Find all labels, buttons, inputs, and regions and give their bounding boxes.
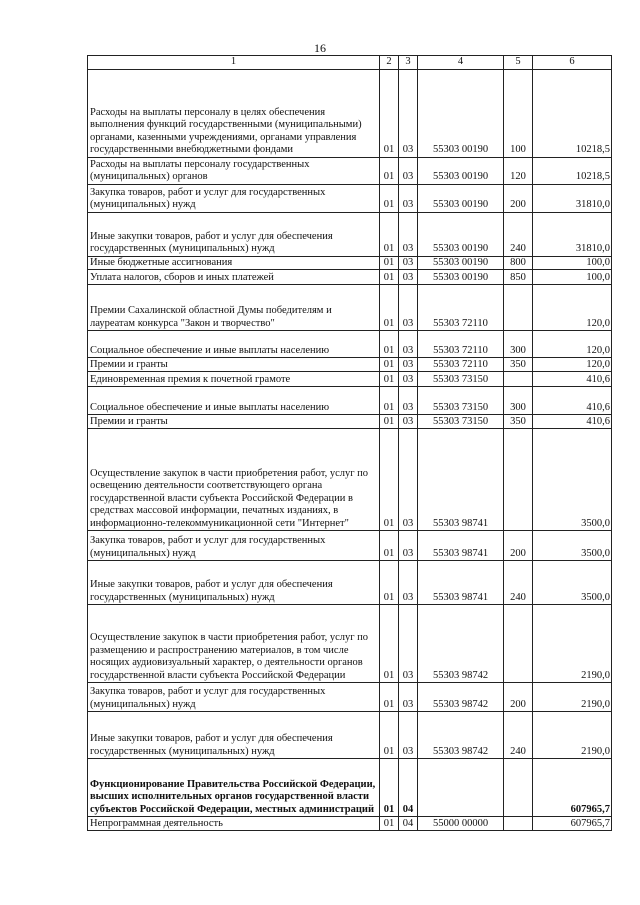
expense-type-cell: 200: [504, 683, 533, 712]
row-name-cell: Осуществление закупок в части приобретения работ, услуг по освещению деятельности соответствующего органа государственной власти субъекта Российской Федерации в средствах массовой информации, печатных изданиях, в информационно-телекоммуникационной сети "Интернет": [88, 429, 380, 531]
row-name-cell: Расходы на выплаты персоналу в целях обеспечения выполнения функций государственными (муниципальными) органами, казенными учреждениями, органами управления государственными внебюджетными фондами: [88, 69, 380, 157]
expense-type-cell: 350: [504, 415, 533, 429]
row-name-cell: Расходы на выплаты персоналу государственных (муниципальных) органов: [88, 157, 380, 184]
table-row: [88, 157, 612, 184]
target-article-cell: 55303 72110: [418, 331, 504, 358]
amount-cell: 100,0: [533, 270, 612, 285]
target-article-cell: 55303 00190: [418, 212, 504, 256]
amount-cell: 3500,0: [533, 429, 612, 531]
expense-type-cell: 240: [504, 712, 533, 759]
subsection-code-cell: 03: [399, 372, 418, 387]
subsection-code-cell: 03: [399, 358, 418, 372]
target-article-cell: 55303 73150: [418, 387, 504, 415]
section-code-cell: 01: [380, 561, 399, 605]
row-name-cell: Социальное обеспечение и иные выплаты населению: [88, 331, 380, 358]
row-name-cell: Функционирование Правительства Российской Федерации, высших исполнительных органов государственной власти субъектов Российской Федерации, местных администраций: [88, 759, 380, 817]
section-code-cell: 01: [380, 184, 399, 212]
expense-type-cell: 100: [504, 69, 533, 157]
target-article-cell: 55303 00190: [418, 270, 504, 285]
expense-type-cell: [504, 372, 533, 387]
expense-type-cell: [504, 759, 533, 817]
section-code-cell: 01: [380, 69, 399, 157]
expense-type-cell: [504, 285, 533, 331]
subsection-code-cell: 03: [399, 270, 418, 285]
section-code-cell: 01: [380, 372, 399, 387]
table-row: [88, 285, 612, 331]
subsection-code-cell: 03: [399, 683, 418, 712]
amount-cell: 410,6: [533, 415, 612, 429]
section-code-cell: 01: [380, 531, 399, 561]
table-row: [88, 69, 612, 157]
subsection-code-cell: 03: [399, 531, 418, 561]
section-code-cell: 01: [380, 683, 399, 712]
row-name-cell: Непрограммная деятельность: [88, 817, 380, 831]
amount-cell: 31810,0: [533, 212, 612, 256]
table-row: [88, 605, 612, 683]
row-name-cell: Закупка товаров, работ и услуг для государственных (муниципальных) нужд: [88, 683, 380, 712]
subsection-code-cell: 03: [399, 605, 418, 683]
amount-cell: 10218,5: [533, 157, 612, 184]
subsection-code-cell: 04: [399, 759, 418, 817]
section-code-cell: 01: [380, 759, 399, 817]
subsection-code-cell: 03: [399, 184, 418, 212]
target-article-cell: 55303 72110: [418, 285, 504, 331]
target-article-cell: 55303 98741: [418, 531, 504, 561]
table-header-row: [88, 56, 612, 70]
table-row: [88, 712, 612, 759]
target-article-cell: 55000 00000: [418, 817, 504, 831]
amount-cell: 2190,0: [533, 683, 612, 712]
subsection-code-cell: 03: [399, 157, 418, 184]
row-name-cell: Иные бюджетные ассигнования: [88, 256, 380, 270]
amount-cell: 31810,0: [533, 184, 612, 212]
subsection-code-cell: 03: [399, 429, 418, 531]
table-row: [88, 759, 612, 817]
expense-type-cell: 300: [504, 331, 533, 358]
target-article-cell: 55303 98741: [418, 429, 504, 531]
amount-cell: 607965,7: [533, 759, 612, 817]
amount-cell: 2190,0: [533, 605, 612, 683]
expense-type-cell: [504, 429, 533, 531]
row-name-cell: Иные закупки товаров, работ и услуг для обеспечения государственных (муниципальных) нужд: [88, 561, 380, 605]
table-row: [88, 415, 612, 429]
header-cell: 5: [504, 56, 533, 70]
target-article-cell: [418, 759, 504, 817]
target-article-cell: 55303 00190: [418, 256, 504, 270]
table-row: [88, 358, 612, 372]
table-row: [88, 429, 612, 531]
expense-type-cell: [504, 605, 533, 683]
header-cell: 1: [88, 56, 380, 70]
row-name-cell: Осуществление закупок в части приобретения работ, услуг по размещению и распространению материалов, в том числе носящих аудиовизуальный характер, о деятельности органов государственной власти субъекта Российской Федерации: [88, 605, 380, 683]
subsection-code-cell: 04: [399, 817, 418, 831]
row-name-cell: Премии и гранты: [88, 415, 380, 429]
page-number: 16: [314, 41, 326, 55]
table-row: [88, 270, 612, 285]
amount-cell: 120,0: [533, 358, 612, 372]
row-name-cell: Иные закупки товаров, работ и услуг для обеспечения государственных (муниципальных) нужд: [88, 712, 380, 759]
amount-cell: 410,6: [533, 387, 612, 415]
table-row: [88, 683, 612, 712]
target-article-cell: 55303 98741: [418, 561, 504, 605]
expense-type-cell: 200: [504, 531, 533, 561]
table-row: [88, 331, 612, 358]
expense-type-cell: 350: [504, 358, 533, 372]
section-code-cell: 01: [380, 817, 399, 831]
amount-cell: 120,0: [533, 331, 612, 358]
table-row: [88, 531, 612, 561]
row-name-cell: Премии Сахалинской областной Думы победителям и лауреатам конкурса "Закон и творчество": [88, 285, 380, 331]
section-code-cell: 01: [380, 256, 399, 270]
table-row: [88, 817, 612, 831]
expense-type-cell: 300: [504, 387, 533, 415]
target-article-cell: 55303 73150: [418, 415, 504, 429]
row-name-cell: Премии и гранты: [88, 358, 380, 372]
target-article-cell: 55303 98742: [418, 605, 504, 683]
header-cell: 6: [533, 56, 612, 70]
target-article-cell: 55303 98742: [418, 683, 504, 712]
amount-cell: 607965,7: [533, 817, 612, 831]
row-name-cell: Закупка товаров, работ и услуг для государственных (муниципальных) нужд: [88, 531, 380, 561]
subsection-code-cell: 03: [399, 285, 418, 331]
subsection-code-cell: 03: [399, 387, 418, 415]
amount-cell: 2190,0: [533, 712, 612, 759]
row-name-cell: Иные закупки товаров, работ и услуг для обеспечения государственных (муниципальных) нужд: [88, 212, 380, 256]
section-code-cell: 01: [380, 270, 399, 285]
subsection-code-cell: 03: [399, 331, 418, 358]
section-code-cell: 01: [380, 429, 399, 531]
amount-cell: 10218,5: [533, 69, 612, 157]
expense-type-cell: 240: [504, 212, 533, 256]
header-cell: 4: [418, 56, 504, 70]
subsection-code-cell: 03: [399, 212, 418, 256]
table-row: [88, 212, 612, 256]
section-code-cell: 01: [380, 285, 399, 331]
header-cell: 3: [399, 56, 418, 70]
subsection-code-cell: 03: [399, 415, 418, 429]
subsection-code-cell: 03: [399, 256, 418, 270]
target-article-cell: 55303 98742: [418, 712, 504, 759]
subsection-code-cell: 03: [399, 561, 418, 605]
row-name-cell: Единовременная премия к почетной грамоте: [88, 372, 380, 387]
subsection-code-cell: 03: [399, 69, 418, 157]
expense-type-cell: 200: [504, 184, 533, 212]
amount-cell: 3500,0: [533, 561, 612, 605]
amount-cell: 3500,0: [533, 531, 612, 561]
row-name-cell: Закупка товаров, работ и услуг для государственных (муниципальных) нужд: [88, 184, 380, 212]
row-name-cell: Уплата налогов, сборов и иных платежей: [88, 270, 380, 285]
amount-cell: 120,0: [533, 285, 612, 331]
expense-type-cell: 800: [504, 256, 533, 270]
expense-type-cell: [504, 817, 533, 831]
target-article-cell: 55303 72110: [418, 358, 504, 372]
target-article-cell: 55303 00190: [418, 184, 504, 212]
section-code-cell: 01: [380, 212, 399, 256]
header-cell: 2: [380, 56, 399, 70]
expense-type-cell: 240: [504, 561, 533, 605]
amount-cell: 100,0: [533, 256, 612, 270]
table-row: [88, 372, 612, 387]
table-row: [88, 561, 612, 605]
expense-type-cell: 120: [504, 157, 533, 184]
expense-type-cell: 850: [504, 270, 533, 285]
section-code-cell: 01: [380, 358, 399, 372]
section-code-cell: 01: [380, 387, 399, 415]
table-row: [88, 387, 612, 415]
section-code-cell: 01: [380, 157, 399, 184]
section-code-cell: 01: [380, 331, 399, 358]
section-code-cell: 01: [380, 605, 399, 683]
target-article-cell: 55303 73150: [418, 372, 504, 387]
section-code-cell: 01: [380, 415, 399, 429]
table-row: [88, 184, 612, 212]
amount-cell: 410,6: [533, 372, 612, 387]
row-name-cell: Социальное обеспечение и иные выплаты населению: [88, 387, 380, 415]
section-code-cell: 01: [380, 712, 399, 759]
table-row: [88, 256, 612, 270]
subsection-code-cell: 03: [399, 712, 418, 759]
target-article-cell: 55303 00190: [418, 157, 504, 184]
target-article-cell: 55303 00190: [418, 69, 504, 157]
budget-table: [87, 55, 612, 831]
